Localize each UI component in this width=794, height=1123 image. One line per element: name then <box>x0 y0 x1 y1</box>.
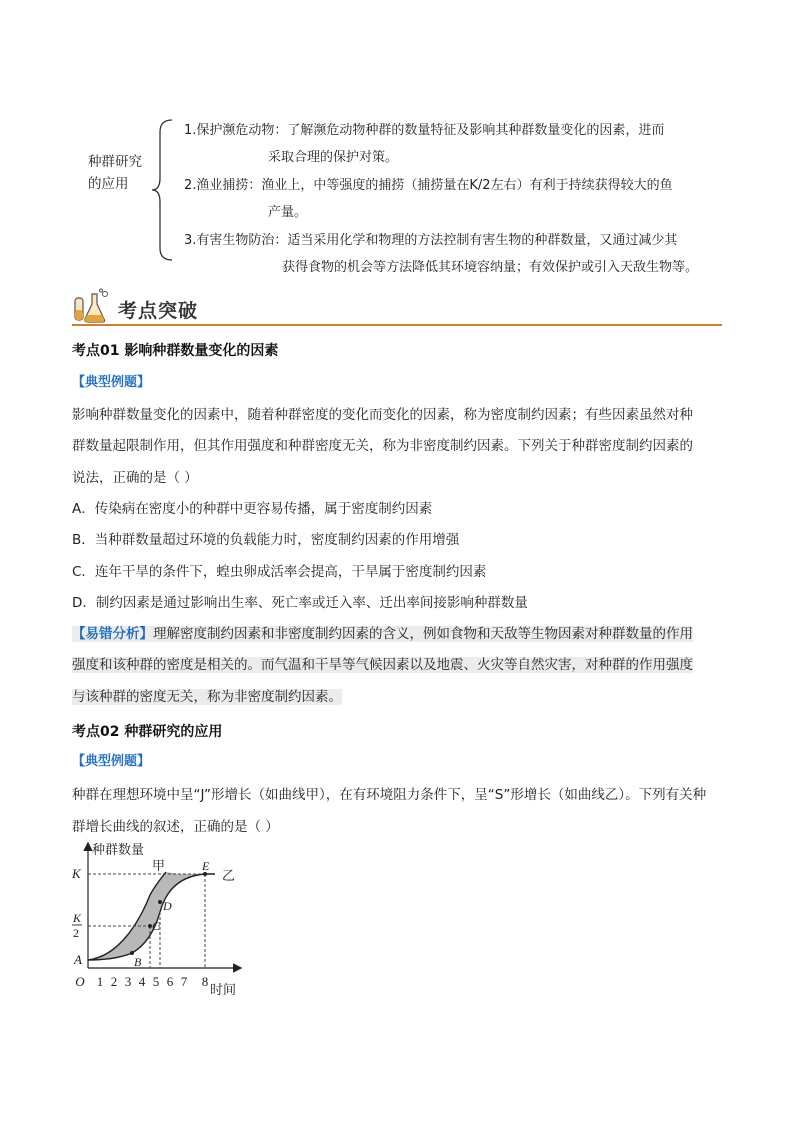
point1-analysis-text-1: 理解密度制约因素和非密度制约因素的含义，例如食物和天敌等生物因素对种群数量的作用 <box>153 626 693 642</box>
application-item-1-line2: 采取合理的保护对策。 <box>268 150 399 165</box>
point2-title: 考点02 种群研究的应用 <box>72 724 223 740</box>
application-item-1-line1: 1.保护濒危动物：了解濒危动物种群的数量特征及影响其种群数量变化的因素，进而 <box>184 123 665 138</box>
section-header-title: 考点突破 <box>118 300 199 322</box>
x-tick-7: 7 <box>180 974 188 989</box>
point-label-a: A <box>74 952 82 967</box>
series-label-yi: 乙 <box>222 868 236 883</box>
point1-question-line-2: 群数量起限制作用，但其作用强度和种群密度无关，称为非密度制约因素。下列关于种群密度制约因素的 <box>72 438 693 454</box>
y-axis-label: 种群数量 <box>92 842 145 857</box>
curly-brace-icon <box>150 118 176 262</box>
point1-question-line-1: 影响种群数量变化的因素中，随着种群密度的变化而变化的因素，称为密度制约因素；有些因素虽然对种 <box>72 407 693 423</box>
x-tick-O: O <box>75 974 85 989</box>
point2-question-line-2: 群增长曲线的叙述，正确的是（ ） <box>72 819 279 835</box>
y-tick-half-k-num: K <box>73 911 82 925</box>
point2-question-line-1: 种群在理想环境中呈“J”形增长（如曲线甲），在有环境阻力条件下，呈“S”形增长（如曲线乙）。下列有关种 <box>72 787 707 803</box>
point1-option-b: B．当种群数量超过环境的负载能力时，密度制约因素的作用增强 <box>72 532 460 548</box>
y-tick-half-k-den: 2 <box>73 926 79 940</box>
x-tick-2: 2 <box>110 974 118 989</box>
x-tick-1: 1 <box>96 974 104 989</box>
shaded-area <box>88 872 205 960</box>
series-label-jia: 甲 <box>152 858 166 873</box>
x-axis-label: 时间 <box>210 982 237 997</box>
x-tick-6: 6 <box>166 974 174 989</box>
point1-option-a: A．传染病在密度小的种群中更容易传播，属于密度制约因素 <box>72 501 433 517</box>
point2-tag: 【典型例题】 <box>72 754 151 769</box>
point1-question-line-3: 说法，正确的是（ ） <box>72 470 198 486</box>
population-growth-chart <box>70 840 260 1000</box>
application-item-2-line1: 2.渔业捕捞：渔业上，中等强度的捕捞（捕捞量在K/2左右）有利于持续获得较大的鱼 <box>184 178 673 193</box>
point1-option-c: C．连年干旱的条件下，蝗虫卵成活率会提高，干旱属于密度制约因素 <box>72 564 487 580</box>
point1-option-d: D．制约因素是通过影响出生率、死亡率或迁入率、迁出率间接影响种群数量 <box>72 595 528 611</box>
point1-analysis-line-3 <box>72 685 342 705</box>
point1-title: 考点01 影响种群数量变化的因素 <box>72 343 279 359</box>
application-side-label: 种群研究的应用 <box>88 154 142 192</box>
application-item-2-line2: 产量。 <box>268 205 308 220</box>
flask-icon <box>72 288 112 324</box>
point1-analysis-line-2 <box>72 653 693 673</box>
point-label-e: E <box>202 859 210 873</box>
point-label-c: C <box>152 919 161 933</box>
point-label-d: D <box>163 899 172 913</box>
point-d <box>158 900 162 904</box>
x-tick-3: 3 <box>124 974 132 989</box>
y-tick-k: K <box>72 866 81 881</box>
point-label-b: B <box>134 955 142 969</box>
section-header-divider <box>72 324 722 326</box>
x-tick-5: 5 <box>152 974 160 989</box>
point1-analysis-text-2: 强度和该种群的密度是相关的。而气温和干旱等气候因素以及地震、火灾等自然灾害，对种群的作用强度 <box>72 657 693 673</box>
x-tick-8: 8 <box>201 974 209 989</box>
x-tick-4: 4 <box>138 974 146 989</box>
point1-tag: 【典型例题】 <box>72 375 151 390</box>
point1-analysis-line-1 <box>72 622 693 642</box>
point1-analysis-tag: 【易错分析】 <box>72 626 153 642</box>
application-item-3-line2: 获得食物的机会等方法降低其环境容纳量；有效保护或引入天敌生物等。 <box>282 260 699 275</box>
point1-analysis-text-3: 与该种群的密度无关，称为非密度制约因素。 <box>72 689 342 705</box>
application-item-3-line1: 3.有害生物防治：适当采用化学和物理的方法控制有害生物的种群数量，又通过减少其 <box>184 233 678 248</box>
